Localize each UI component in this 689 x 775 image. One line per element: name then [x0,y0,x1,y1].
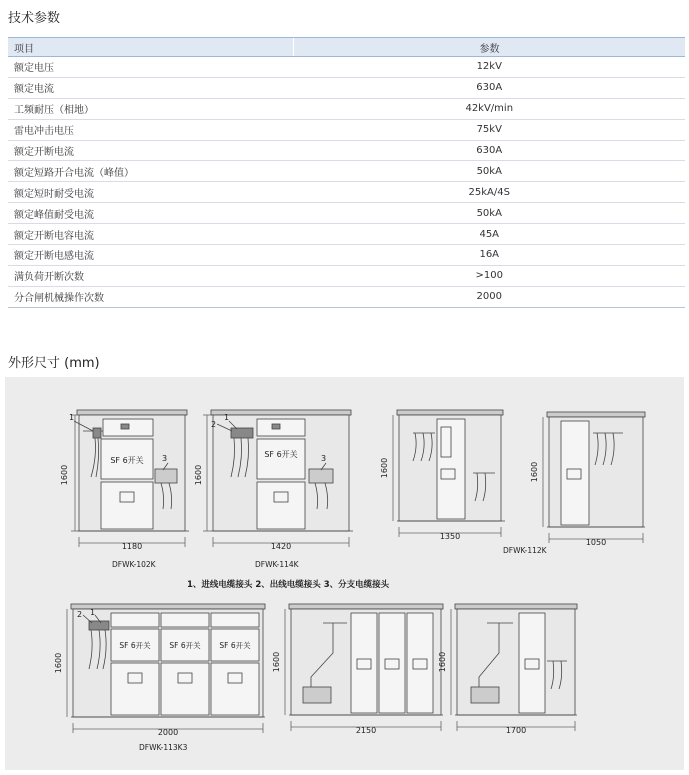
row-item: 额定短路开合电流（峰值） [8,161,294,182]
width-label-6: 2150 [355,726,377,735]
table-row [8,265,685,286]
table-row [8,98,685,119]
row-value: >100 [294,265,686,286]
row-value: 12kV [294,57,686,78]
height-label-2: 1600 [194,464,203,486]
callout-2b: 2 [77,610,83,619]
row-item: 额定电流 [8,77,294,98]
callout-2a: 2 [211,420,217,429]
row-item: 额定峰值耐受电流 [8,203,294,224]
table-row [8,224,685,245]
table-row [8,286,685,307]
width-label-5: 2000 [157,728,179,737]
row-item: 额定开断电流 [8,140,294,161]
cabinet-drawing-6 [272,604,443,735]
legend-text: 1、进线电缆接头 2、出线电缆接头 3、分支电缆接头 [187,580,390,590]
spec-table [8,37,685,308]
height-label-1: 1600 [60,464,69,486]
row-value: 630A [294,140,686,161]
row-value: 630A [294,77,686,98]
width-label-4: 1050 [585,538,607,547]
row-value: 45A [294,224,686,245]
model-label-1: DFWK-102K [112,560,156,569]
width-label-7: 1700 [505,726,527,735]
row-value: 50kA [294,203,686,224]
table-header-row [8,38,685,57]
row-value: 50kA [294,161,686,182]
model-label-4: DFWK-112K [503,546,547,555]
tech-params-title: 技术参数 [8,11,61,26]
width-label-3: 1350 [439,532,461,541]
header-item: 项目 [8,38,294,57]
dimension-drawings [5,377,684,770]
callout-1a: 1 [69,413,75,422]
width-label-2: 1420 [270,542,292,551]
callout-3a: 3 [162,454,168,463]
cabinet-drawing-2 [194,410,353,569]
sf6-label-5a: SF 6开关 [119,641,151,650]
model-label-2: DFWK-114K [255,560,299,569]
header-value: 参数 [294,38,686,57]
sf6-label-2: SF 6开关 [264,450,298,459]
table-row [8,77,685,98]
row-value: 16A [294,245,686,266]
row-item: 满负荷开断次数 [8,265,294,286]
table-row [8,245,685,266]
dimensions-title: 外形尺寸 (mm) [8,356,100,371]
cabinet-drawing-4 [503,412,645,555]
callout-3b: 3 [321,454,327,463]
height-label-6: 1600 [272,651,281,673]
row-item: 工频耐压（相地） [8,98,294,119]
table-row [8,140,685,161]
row-item: 分合闸机械操作次数 [8,286,294,307]
sf6-label-5b: SF 6开关 [169,641,201,650]
height-label-7: 1600 [438,651,447,673]
row-value: 25kA/4S [294,182,686,203]
height-label-3: 1600 [380,457,389,479]
callout-1b: 1 [224,413,230,422]
row-value: 2000 [294,286,686,307]
row-item: 雷电冲击电压 [8,119,294,140]
cabinet-drawing-3 [380,410,505,541]
row-item: 额定短时耐受电流 [8,182,294,203]
height-label-5: 1600 [54,652,63,674]
table-row [8,182,685,203]
row-item: 额定开断电容电流 [8,224,294,245]
row-value: 42kV/min [294,98,686,119]
row-item: 额定电压 [8,57,294,78]
row-value: 75kV [294,119,686,140]
sf6-label-5c: SF 6开关 [219,641,251,650]
height-label-4: 1600 [530,461,539,483]
sf6-label-1: SF 6开关 [110,456,144,465]
table-row [8,57,685,78]
table-row [8,203,685,224]
cabinet-drawing-7 [438,604,577,735]
cabinet-drawing-5 [54,604,265,752]
width-label-1: 1180 [121,542,143,551]
row-item: 额定开断电感电流 [8,245,294,266]
table-row [8,119,685,140]
cabinet-drawing-1 [60,410,189,569]
callout-1c: 1 [90,608,96,617]
table-row [8,161,685,182]
model-label-5: DFWK-113K3 [139,743,188,752]
